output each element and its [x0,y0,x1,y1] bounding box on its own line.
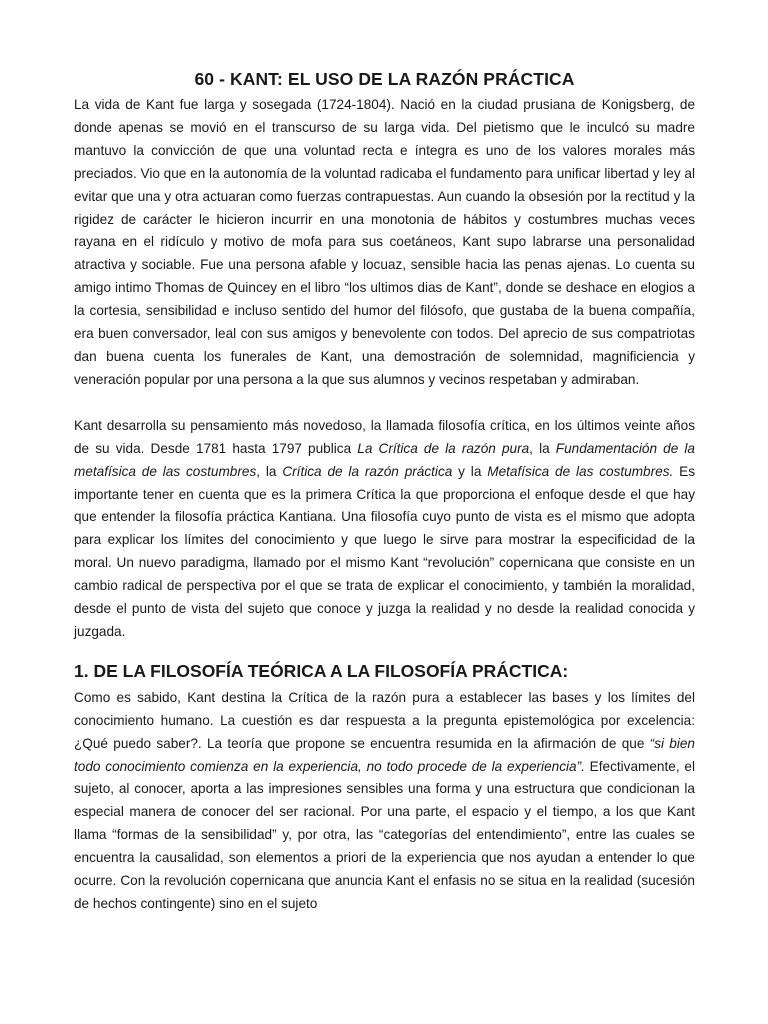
paragraph-text: Es importante tener en cuenta que es la primera Crítica la que proporciona el enfoque desde el que hay que entender la filosofía práctica Kantiana. Una filosofía cuyo punto de vista es el mismo que adopta para explicar los límites del conocimiento y que luego le sirve para mostrar la especificidad de la moral. Un nuevo paradigma, llamado por el mismo Kant “revolución” copernicana que consiste en un cambio radical de perspectiva por el que se trata de explicar el conocimiento, y también la moralidad, desde el punto de vista del sujeto que conoce y juzga la realidad y no desde la realidad conocida y juzgada. [74,463,696,639]
book-title: La Crítica de la razón pura [357,440,530,456]
paragraph-spacer [74,392,695,415]
paragraph-critical-philosophy [74,415,695,644]
paragraph-text: , la [256,463,283,479]
paragraph-text: Kant desarrolla su pensamiento más novedoso, la llamada filosofía crítica, en los últimos veinte años de su vida. Desde 1781 hasta 1797 publica [74,417,695,456]
paragraph-biography: La vida de Kant fue larga y sosegada (1724-1804). Nació en la ciudad prusiana de Konigsberg, de donde apenas se movió en el transcurso de su larga vida. Del pietismo que le inculcó su madre mantuvo la convicción de que una voluntad recta e íntegra es uno de los valores morales más preciados. Vio que en la autonomía de la voluntad radicaba el fundamento para unificar libertad y ley al evitar que una y otra actuaran como fuerzas contrapuestas. Aun cuando la obsesión por la rectitud y la rigidez de carácter le hicieron incurrir en una monotonia de hábitos y costumbres muchas veces rayana en el ridículo y motivo de mofa para sus coetáneos, Kant supo labrarse una personalidad atractiva y sociable. Fue una persona afable y locuaz, sensible hacia las penas ajenas. Lo cuenta su amigo intimo Thomas de Quincey en el libro “los ultimos dias de Kant”, donde se deshace en elogios a la cortesia, sensibilidad e incluso sentido del humor del filósofo, que gustaba de la buena compañía, era buen conversador, leal con sus amigos y benevolente con todos. Del aprecio de sus compatriotas dan buena cuenta los funerales de Kant, una demostración de solemnidad, magnificiencia y veneración popular por una persona a la que sus alumnos y vecinos respetaban y admiraban. [74,97,695,387]
book-title: Fundamentación de la metafísica de las costumbres [74,440,695,479]
section-heading: 1. DE LA FILOSOFÍA TEÓRICA A LA FILOSOFÍA PRÁCTICA: [74,660,569,681]
quotation: “si bien todo conocimiento comienza en la experiencia, no todo procede de la experiencia”. [74,735,695,774]
paragraph-text: Efectivamente, el sujeto, al conocer, aporta a las impresiones sensibles una forma y una estructura que condicionan la especial manera de conocer del ser racional. Por una parte, el espacio y el tiempo, a los que Kant llama “formas de la sensibilidad” y, por otra, las “categorías del entendimiento”, entre las cuales se encuentra la causalidad, son elementos a priori de la experiencia que nos ayudan a entender lo que ocurre. Con la revolución copernicana que anuncia Kant el enfasis no se situa en la realidad (sucesión de hechos contingente) sino en el sujeto [74,758,695,911]
paragraph-text: Como es sabido, Kant destina la Crítica de la razón pura a establecer las bases y los límites del conocimiento humano. La cuestión es dar respuesta a la pregunta epistemológica por excelencia: ¿Qué puedo saber?. La teoría que propone se encuentra resumida en la afirmación de que [74,689,695,751]
book-title: Metafísica de las costumbres. [487,463,674,479]
book-title: Crítica de la razón práctica [282,463,453,479]
paragraph-text: y la [452,463,488,479]
paragraph-theoretical-philosophy [74,687,695,916]
page-title: 60 - KANT: EL USO DE LA RAZÓN PRÁCTICA [194,69,575,89]
paragraph-text: , la [529,440,556,456]
